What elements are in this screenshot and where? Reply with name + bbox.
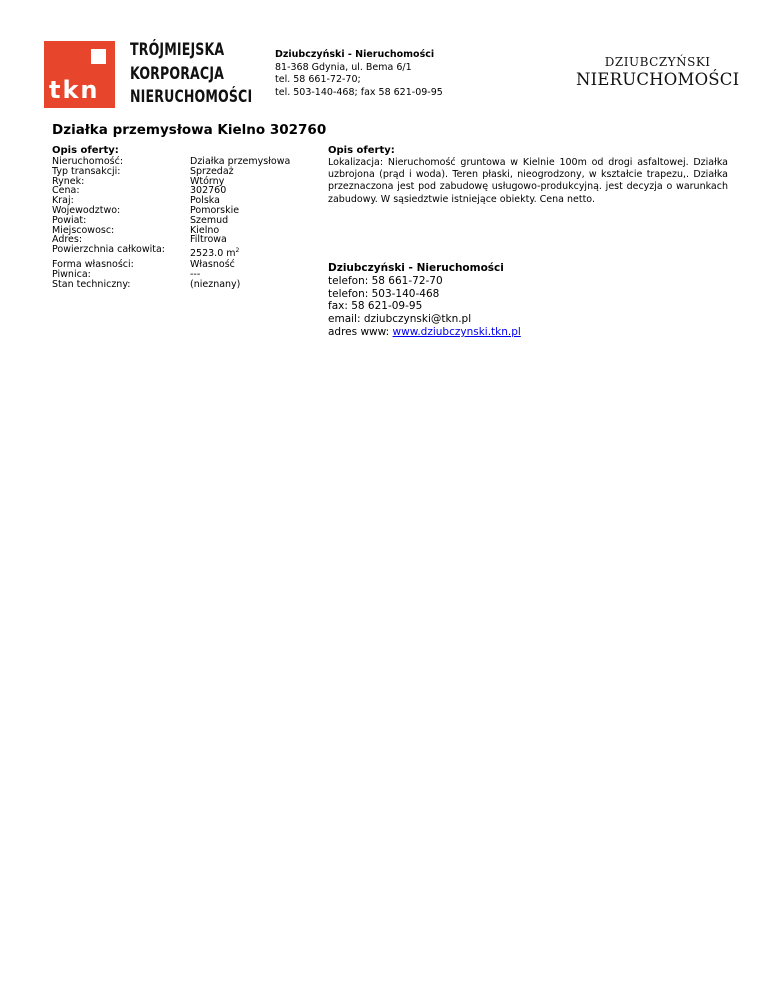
right-section-heading: Opis oferty: [328, 145, 395, 156]
property-label: Cena: [52, 185, 80, 197]
property-value: Szemud [190, 214, 229, 226]
left-section-heading: Opis oferty: [52, 145, 119, 156]
property-value: Filtrowa [190, 234, 227, 246]
logo-line-3: NIERUCHOMOŚCI [130, 87, 253, 107]
brand-line-2: NIERUCHOMOŚCI [576, 70, 740, 89]
property-value: Wtórny [190, 175, 225, 187]
logo-square-icon [91, 49, 106, 64]
property-value: Działka przemysłowa [190, 156, 291, 167]
property-label: Rynek: [52, 175, 85, 187]
property-label: Typ transakcji: [52, 165, 121, 177]
property-label: Powierzchnia całkowita: [52, 244, 165, 256]
property-label: Kraj: [52, 195, 74, 207]
page-title: Działka przemysłowa Kielno 302760 [52, 122, 327, 138]
brand-line-1: DZIUBCZYŃSKI [604, 55, 711, 69]
property-label: Forma własności: [52, 259, 134, 271]
property-label: Miejscowosc: [52, 224, 115, 236]
brand-logo [576, 55, 739, 89]
website-link[interactable]: www.dziubczynski.tkn.pl [392, 325, 521, 338]
logo-mark-text: tkn [49, 76, 100, 104]
header-tel-2: tel. 503-140-468; fax 58 621-09-95 [275, 86, 443, 98]
offer-description: Lokalizacja: Nieruchomość gruntowa w Kielnie 100m od drogi asfaltowej. Działka uzbrojona (prąd i woda). Teren płaski, nieogrodzony, w kształcie trapezu,. Działka przeznaczona jest pod zabudowę usługowo-produkcyjną. jest decyzja o warunkach zabudowy. W sąsiedztwie istniejące obiekty. Cena netto. [328, 157, 728, 205]
property-label: Powiat: [52, 214, 87, 226]
header-tel-1: tel. 58 661-72-70; [275, 74, 361, 85]
property-value: (nieznany) [190, 278, 241, 290]
area-unit-exponent: 2 [235, 247, 240, 255]
contact-phone-1: telefon: 58 661-72-70 [328, 274, 443, 287]
header-company-name: Dziubczyński - Nieruchomości [275, 49, 435, 60]
logo-wordmark [130, 39, 253, 110]
logo-line-1: TRÓJMIEJSKA [130, 40, 225, 60]
header-address: 81-368 Gdynia, ul. Bema 6/1 [275, 61, 412, 73]
area-value: 2523.0 m [190, 248, 236, 260]
property-value: --- [190, 268, 201, 280]
property-label: Adres: [52, 234, 83, 246]
property-label: Piwnica: [52, 268, 91, 280]
contact-www [328, 326, 521, 339]
property-value: Kielno [190, 224, 220, 236]
contact-block [328, 262, 521, 339]
property-label: Stan techniczny: [52, 278, 131, 290]
contact-fax: fax: 58 621-09-95 [328, 300, 423, 313]
contact-email: email: dziubczynski@tkn.pl [328, 313, 472, 326]
property-label: Wojewodztwo: [52, 204, 121, 216]
contact-phone-2: telefon: 503-140-468 [328, 287, 440, 300]
property-value: Polska [190, 195, 220, 207]
property-value: Pomorskie [190, 204, 240, 216]
header-contact [275, 49, 443, 99]
contact-www-label: adres www: [328, 325, 393, 338]
property-label: Nieruchomość: [52, 156, 124, 167]
contact-company-name: Dziubczyński - Nieruchomości [328, 262, 504, 274]
tkn-logo [44, 41, 115, 108]
property-value: Sprzedaż [190, 165, 234, 177]
logo-line-2: KORPORACJA [130, 63, 225, 84]
property-value-area [190, 249, 239, 259]
property-value: Własność [190, 259, 235, 271]
property-value: 302760 [190, 185, 227, 197]
